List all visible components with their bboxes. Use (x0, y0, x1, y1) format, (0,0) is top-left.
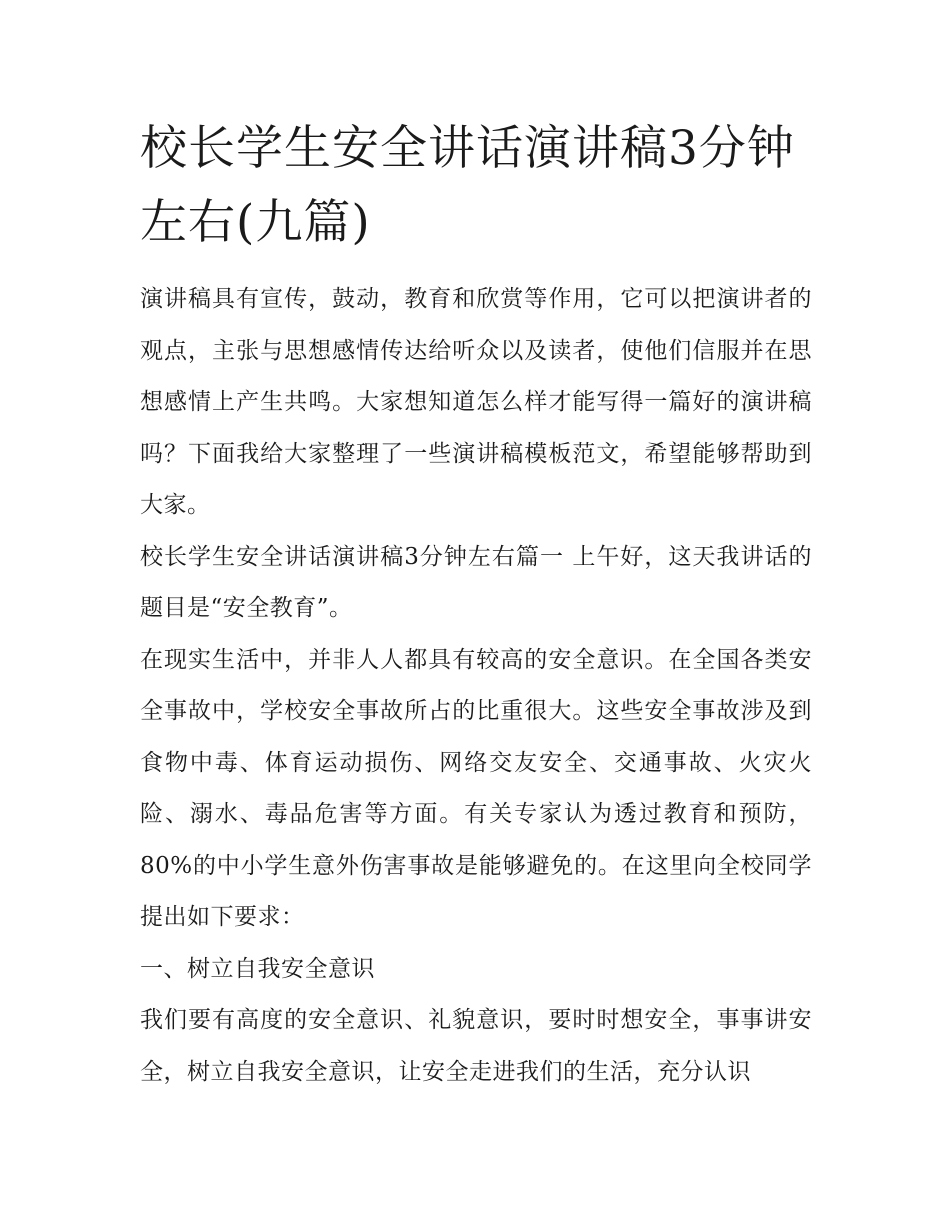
safety-awareness-paragraph: 在现实生活中，并非人人都具有较高的安全意识。在全国各类安全事故中，学校安全事故所占的比重很大。这些安全事故涉及到食物中毒、体育运动损伤、网络交友安全、交通事故、火灾火险、溺水、毒品危害等方面。有关专家认为透过教育和预防，80%的中小学生意外伤害事故是能够避免的。在这里向全校同学提出如下要求： (140, 646, 812, 930)
document-title: 校长学生安全讲话演讲稿3分钟左右(九篇) (140, 121, 795, 250)
section-one-opening: 校长学生安全讲话演讲稿3分钟左右篇一 上午好，这天我讲话的题目是“安全教育”。 (140, 543, 812, 621)
awareness-detail-paragraph: 我们要有高度的安全意识、礼貌意识，要时时想安全，事事讲安全，树立自我安全意识，让安全走进我们的生活，充分认识 (140, 1007, 812, 1085)
document-body (140, 112, 812, 1098)
intro-paragraph: 演讲稿具有宣传，鼓动，教育和欣赏等作用，它可以把演讲者的观点，主张与思想感情传达给听众以及读者，使他们信服并在思想感情上产生共鸣。大家想知道怎么样才能写得一篇好的演讲稿吗？下面我给大家整理了一些演讲稿模板范文，希望能够帮助到大家。 (140, 286, 812, 518)
heading-self-safety-awareness: 一、树立自我安全意识 (140, 955, 375, 982)
